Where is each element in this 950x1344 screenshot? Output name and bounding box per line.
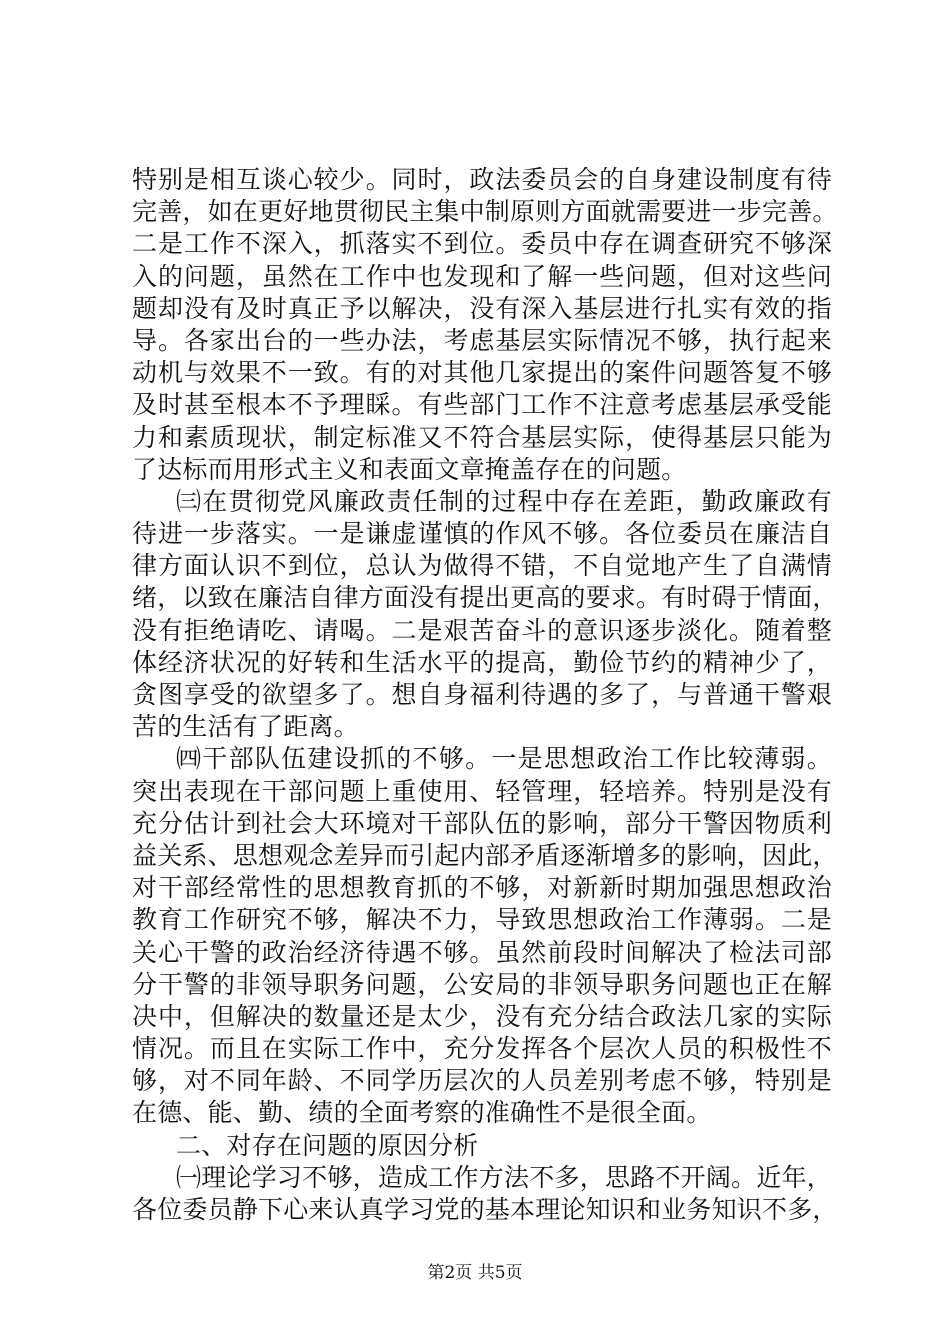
text-line: 关心干警的政治经济待遇不够。虽然前段时间解决了检法司部 <box>132 937 832 967</box>
text-line: 教育工作研究不够，解决不力，导致思想政治工作薄弱。二是 <box>132 905 832 935</box>
text-line: 导。各家出台的一些办法，考虑基层实际情况不够，执行起来 <box>132 325 832 355</box>
text-line: 题却没有及时真正予以解决，没有深入基层进行扎实有效的指 <box>132 293 832 323</box>
text-line: 益关系、思想观念差异而引起内部矛盾逐渐增多的影响，因此， <box>132 840 838 870</box>
text-line: 绪，以致在廉洁自律方面没有提出更高的要求。有时碍于情面， <box>132 583 838 613</box>
text-line: ㈣干部队伍建设抓的不够。一是思想政治工作比较薄弱。 <box>176 744 832 774</box>
text-line: 二是工作不深入，抓落实不到位。委员中存在调查研究不够深 <box>132 229 832 259</box>
text-line: 突出表现在干部问题上重使用、轻管理，轻培养。特别是没有 <box>132 776 832 806</box>
text-line: 决中，但解决的数量还是太少，没有充分结合政法几家的实际 <box>132 1001 832 1031</box>
text-line: 了达标而用形式主义和表面文章掩盖存在的问题。 <box>132 454 687 484</box>
page-footer: 第2页 共5页 <box>427 1263 523 1283</box>
text-line: 待进一步落实。一是谦虚谨慎的作风不够。各位委员在廉洁自 <box>132 519 832 549</box>
text-line: 在德、能、勤、绩的全面考察的准确性不是很全面。 <box>132 1098 712 1128</box>
text-line: 动机与效果不一致。有的对其他几家提出的案件问题答复不够 <box>132 358 832 388</box>
document-body <box>132 164 838 1226</box>
text-line: 入的问题，虽然在工作中也发现和了解一些问题，但对这些问 <box>132 261 832 291</box>
text-line: 及时甚至根本不予理睬。有些部门工作不注意考虑基层承受能 <box>132 390 832 420</box>
text-line: 贪图享受的欲望多了。想自身福利待遇的多了，与普通干警艰 <box>132 680 832 709</box>
text-line: 分干警的非领导职务问题，公安局的非领导职务问题也正在解 <box>132 969 832 999</box>
text-line: 没有拒绝请吃、请喝。二是艰苦奋斗的意识逐步淡化。随着整 <box>132 615 832 645</box>
text-line: 对干部经常性的思想教育抓的不够，对新新时期加强思想政治 <box>132 873 832 903</box>
text-line: 完善，如在更好地贯彻民主集中制原则方面就需要进一步完善。 <box>132 197 838 227</box>
text-line: 情况。而且在实际工作中，充分发挥各个层次人员的积极性不 <box>132 1034 832 1064</box>
text-line: ㈢在贯彻党风廉政责任制的过程中存在差距，勤政廉政有 <box>176 486 832 516</box>
text-line: 律方面认识不到位，总认为做得不错，不自觉地产生了自满情 <box>132 551 832 581</box>
text-line: 二、对存在问题的原因分析 <box>176 1130 479 1160</box>
text-line: 各位委员静下心来认真学习党的基本理论知识和业务知识不多， <box>132 1195 838 1224</box>
text-line: 力和素质现状，制定标准又不符合基层实际，使得基层只能为 <box>132 422 832 452</box>
text-line: 特别是相互谈心较少。同时，政法委员会的自身建设制度有待 <box>132 165 832 194</box>
text-line: 苦的生活有了距离。 <box>132 712 359 742</box>
text-line: ㈠理论学习不够，造成工作方法不多，思路不开阔。近年， <box>176 1162 832 1192</box>
text-line: 体经济状况的好转和生活水平的提高，勤俭节约的精神少了， <box>132 647 832 677</box>
text-line: 充分估计到社会大环境对干部队伍的影响，部分干警因物质利 <box>132 808 832 838</box>
text-line: 够，对不同年龄、不同学历层次的人员差别考虑不够，特别是 <box>132 1066 832 1096</box>
